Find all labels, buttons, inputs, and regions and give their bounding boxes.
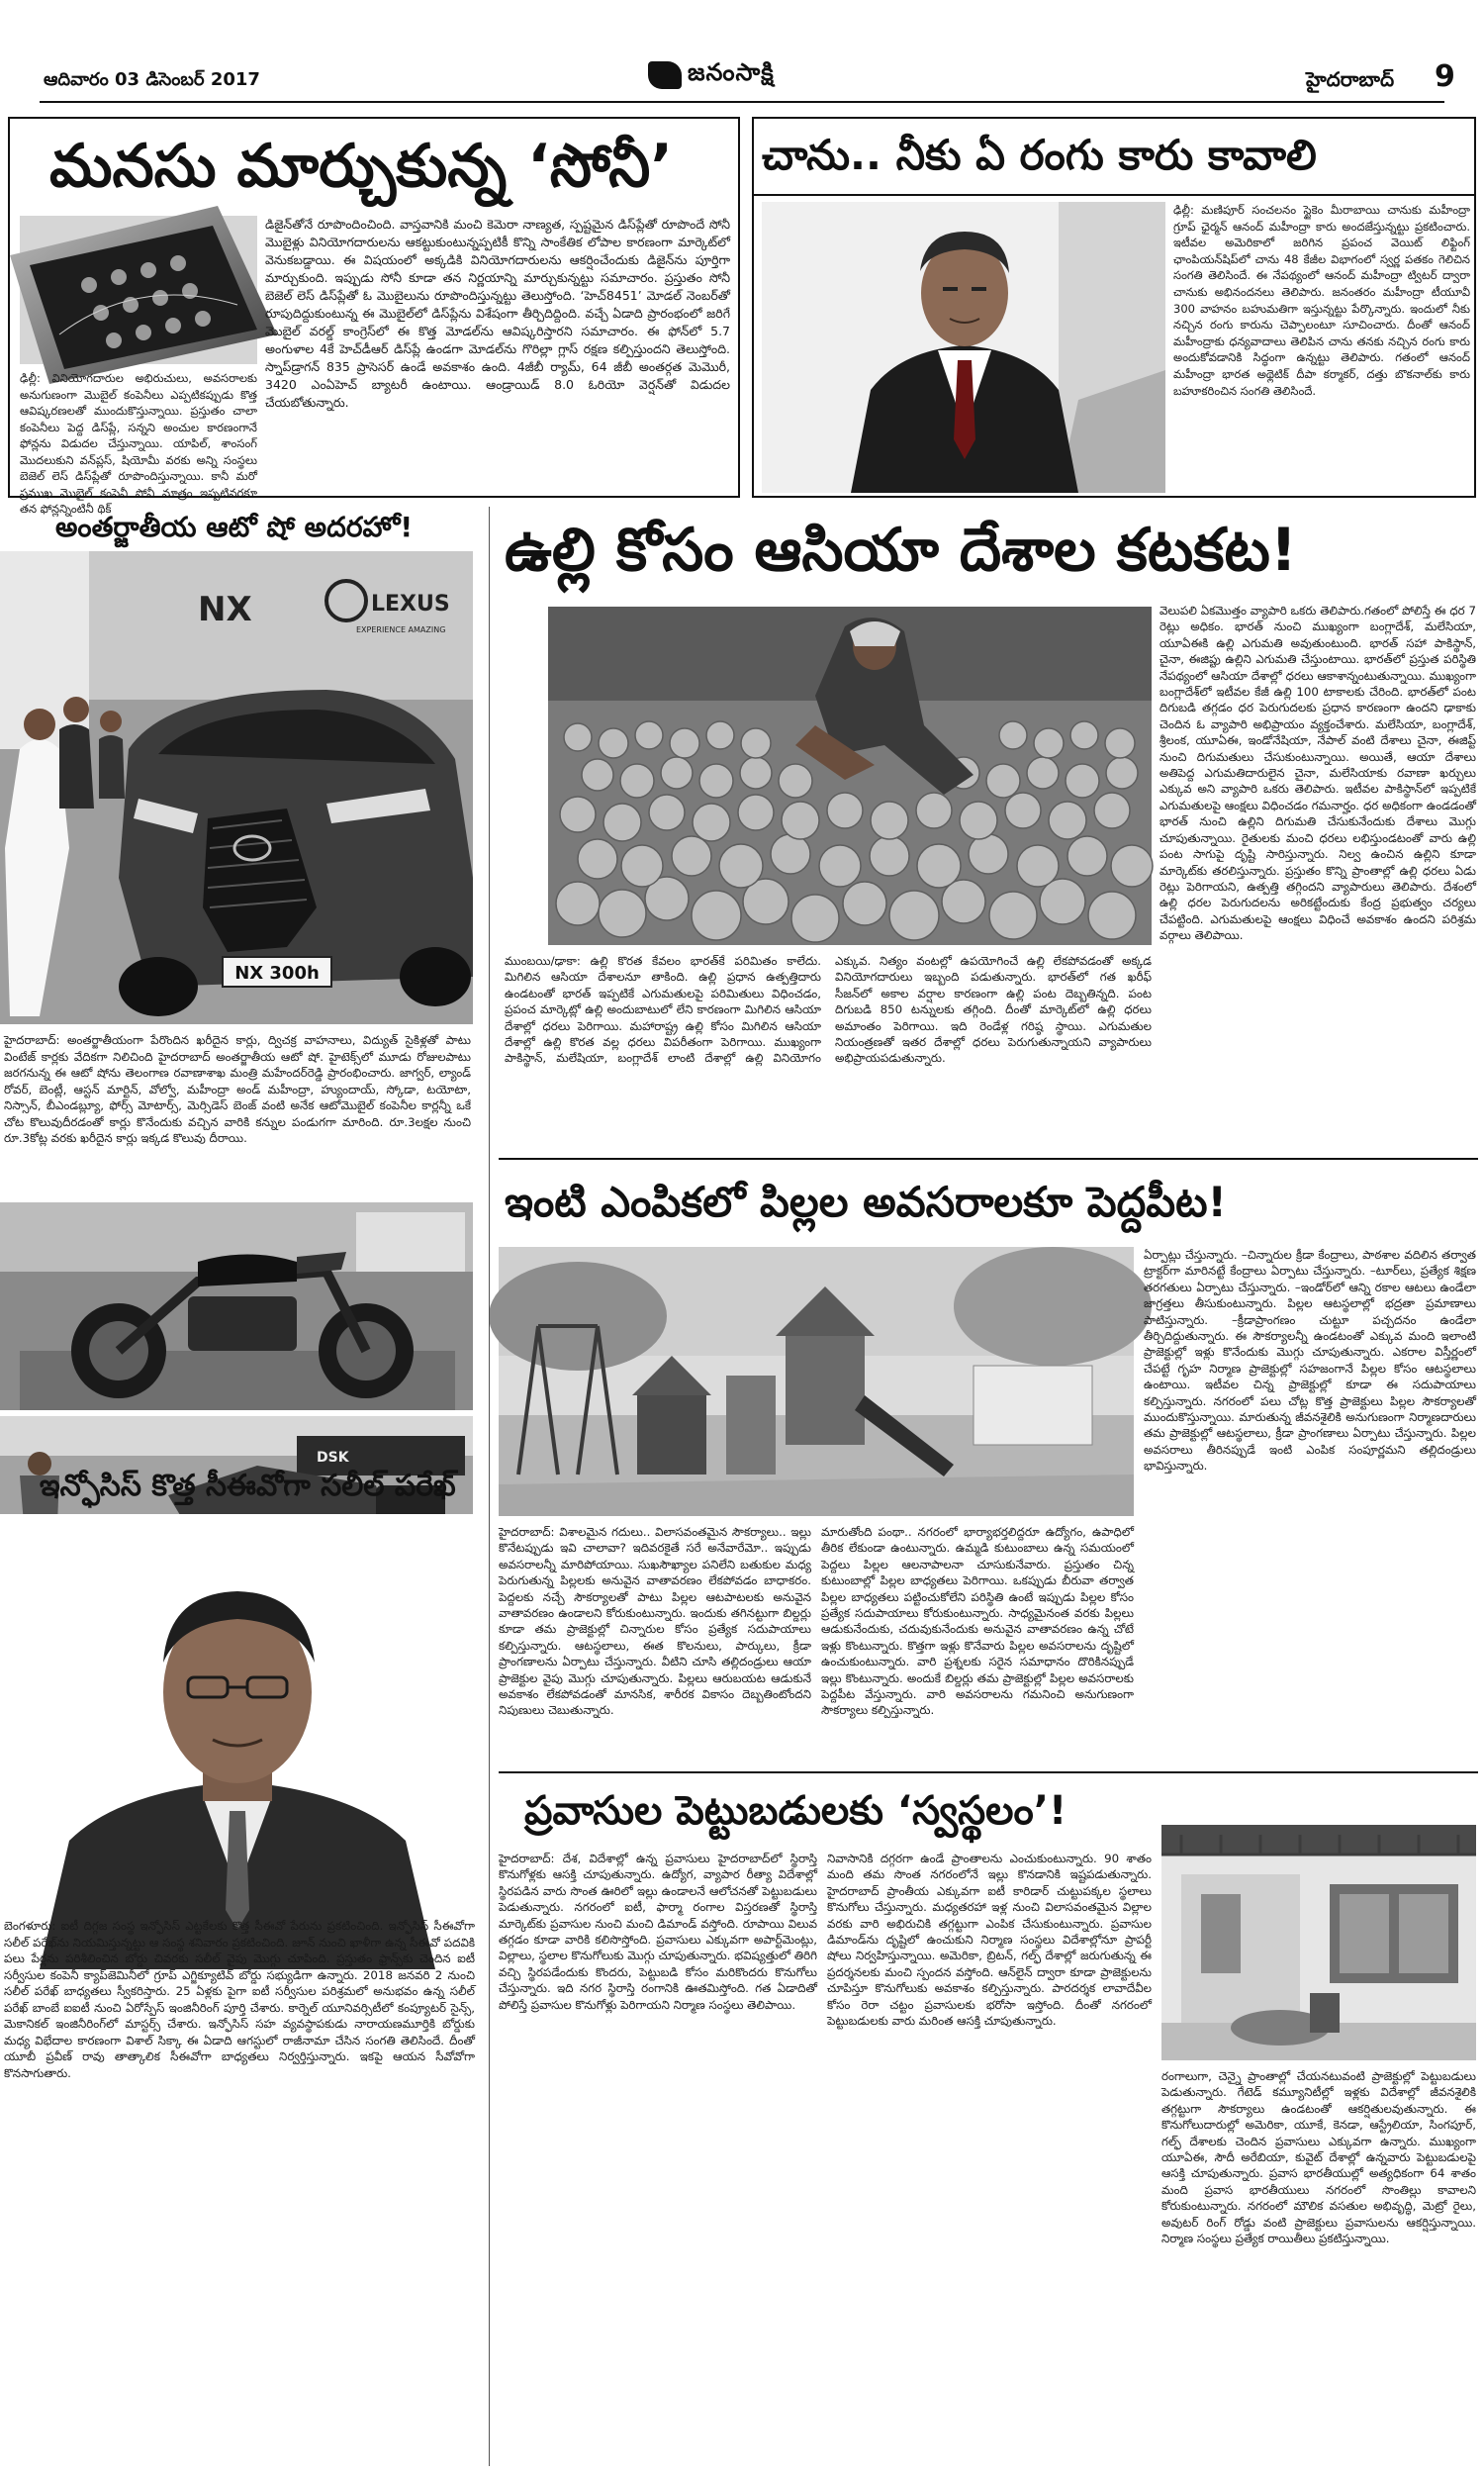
sony-body-left: ఢిల్లీ: వినియోగదారుల అభిరుచులు, అవసరాలకు అనుగుణంగా మొబైల్‌ కంపెనీలు ఎప్పటికప్పుడు కొత్త ఆవిష్కరణలతో ముందుకొస్తున్నాయి. ప్రస్తుతం చాలా కంపెనీలు పెద్ద డిస్‌ప్లే, సన్నని అంచుల కారణంగానే ఫోన్లను విడుదల చేస్తున్నాయి. యాపిల్‌, శాంసంగ్‌ మొదలుకుని వన్‌ప్లస్‌, షియోమీ వరకు అన్ని సంస్థలు బెజెల్‌ లెస్‌ డిస్‌ప్లేతో రూపొందిస్తున్నాయి. కానీ మరో ప్రముఖ మొబైల్‌ కంపెనీ సోనీ మాత్రం ఇప్పటివరకూ తన ఫోన్లన్నింటినీ థిక్‌ (20, 371, 257, 516)
playground-headline: ఇంటి ఎంపికలో పిల్లల అవసరాలకూ పెద్దపీట! (505, 1178, 1227, 1226)
playground-body-col2: మారుతోంది పంథా.. నగరంలో భార్యాభర్తలిద్దరూ ఉద్యోగం, ఉపాధిలో తీరిక లేకుండా ఉంటున్నారు. ఉమ్మడి కుటుంబాలు ఉన్న సమయంలో పెద్దలు పిల్లల ఆలనాపాలనా చూసుకునేవారు. ప్రస్తుతం చిన్న కుటుంబాల్లో పిల్లల బాధ్యతలు పెరిగాయి. ఒకప్పుడు బీరువా తర్వాత పిల్లల బాధ్యతలు పట్టించుకోలేని పరిస్థితి ఉంటే ఇప్పుడు పిల్లల కోసం ప్రత్యేక సదుపాయాలు కోరుకుంటున్నారు. సాధ్యమైనంత వరకు పిల్లలు ఆడుకునేందుకు, చదువుకునేందుకు అనువైన వాతావరణం ఉన్న చోటే ఇళ్లు కొంటున్నారు. కొత్తగా ఇళ్లు కొనేవారు పిల్లల అవసరాలను దృష్టిలో ఉంచుకుంటున్నారు. వారి ప్రశ్నలకు సరైన సమాధానం దొరికినప్పుడే ఇల్లు కొంటున్నారు. అందుకే బిల్డర్లు తమ ప్రాజెక్టుల్లో పిల్లల అవసరాలకు పెద్దపీట వేస్తున్నారు. వారి అవసరాలను గమనించి అనుగుణంగా సౌకర్యాలు కల్పిస్తున్నారు. (821, 1525, 1134, 1718)
playground-body-col3: ఏర్పాట్లు చేస్తున్నారు. –చిన్నారుల క్రీడా కేంద్రాలు, పాఠశాల వదిలిన తర్వాత ట్రాక్టర్‌గా మారినట్టే కేంద్రాలు ఏర్పాటు చేస్తున్నారు. –టూర్‌లు, ప్రత్యేక శిక్షణ తరగతులు ఏర్పాటు చేస్తున్నారు. –ఇండోర్‌లో ఆన్ని రకాల ఆటలు ఉండేలా జాగ్రత్తలు తీసుకుంటున్నారు. పిల్లల ఆటస్థలాల్లో భద్రతా ప్రమాణాలు పాటిస్తున్నారు. –క్రీడాప్రాంగణం చుట్టూ పచ్చదనం ఉండేలా తీర్చిదిద్దుతున్నారు. ఈ సౌకర్యాలన్నీ ఉండటంతో ఎక్కువ మంది ఇలాంటి ప్రాజెక్టుల్లో ఇళ్లు కొనేందుకు మొగ్గు చూపుతున్నారు. ఎకరాల విస్తీర్ణంలో చేపట్టే గృహ నిర్మాణ ప్రాజెక్టుల్లో సహజంగానే పిల్లల కోసం ఆటస్థలాలు ఉంటాయి. ఇటీవల చిన్న ప్రాజెక్టుల్లో కూడా ఈ సదుపాయాలు కల్పిస్తున్నారు. నగరంలో పలు చోట్ల కొత్త ప్రాజెక్టులు పిల్లల సౌకర్యాలతో ముందుకొస్తున్నాయి. మారుతున్న జీవనశైలికి అనుగుణంగా నిర్మాణదారులు తమ ప్రాజెక్టుల్లో ఆటస్థలాలు, క్రీడా ప్రాంగణాలు ఏర్పాటు చేస్తున్నారు. పిల్లల అవసరాలు తీరినప్పుడే ఇంటి ఎంపిక సంపూర్ణమని తల్లిదండ్రులు భావిస్తున్నారు. (1144, 1248, 1476, 1474)
booth-nx-sign: NX (198, 590, 252, 629)
onion-body-right: వెలుపలి ఏకమొత్తం వ్యాపారి ఒకరు తెలిపారు.గతంలో పోలిస్తే ఈ ధర 7 రెట్లు అధికం. భారత్‌ నుంచి ముఖ్యంగా బంగ్లాదేశ్‌, మలేసియా, యూఏఈకి ఉల్లి ఎగుమతి అవుతుంటుంది. భారత్‌ సహా పాకిస్థాన్‌, చైనా, ఈజిప్టు ఉల్లిని ఎగుమతి చేస్తుంటాయి. భారత్‌లో ప్రస్తుత పరిస్థితి నేపథ్యంలో ఆసియా దేశాల్లో ధరలు ఆకాశాన్నంటుతున్నాయి. ముఖ్యంగా బంగ్లాదేశ్‌లో ఇటీవల కేజీ ఉల్లి 100 టాకాలకు చేరింది. భారత్‌లో పంట దిగుబడి తగ్గడం ధర పెరుగుదలకు ప్రధాన కారణంగా ఉందని ఢాకాకు చెందిన ఓ వ్యాపారి అభిప్రాయం వ్యక్తంచేశారు. మలేసియా, బంగ్లాదేశ్‌, శ్రీలంక, యూఏఈ, ఇండోనేషియా, నేపాల్‌ వంటి దేశాలు చైనా, ఈజిప్ట్‌ నుంచి దిగుమతులు చేసుకుంటున్నాయి. అయితే, ఆయా దేశాలు అతిపెద్ద ఎగుమతిదారులైన చైనా, మలేసియాకు రవాణా ఖర్చులు ఎక్కువ అని వ్యాపారి ఒకరు తెలిపారు. ఇటీవల పాకిస్థాన్‌లో ఇప్పటికే ఎగుమతులపై ఆంక్షలు విధించడం గమనార్హం. ధర అధికంగా ఉండడంతో భారత్‌ నుంచి ఉల్లిని దిగుమతి చేసుకునేందుకు దేశాలు మొగ్గు చూపుతున్నాయి. రైతులకు మంచి ధరలు లభిస్తుండటంతో వారు ఉల్లి పంట సాగుపై దృష్టి సారిస్తున్నారు. నిల్వ ఉంచిన ఉల్లిని కూడా మార్కెట్‌కు తరలిస్తున్నారు. ప్రస్తుతం కొన్ని ప్రాంతాల్లో ఉల్లి ధరలు ఏడు రెట్లు పెరిగాయని, ఉత్పత్తి తగ్గిందని వ్యాపారులు తెలిపారు. దేశంలో ఉల్లి ధరల పెరుగుదలను అరికట్టేందుకు కేంద్ర ప్రభుత్వం చర్యలు చేపట్టింది. ఎగుమతులపై ఆంక్షలు విధించే అవకాశం ఉందని పరిశ్రమ వర్గాలు తెలిపాయి. (1159, 604, 1476, 943)
page-number: 9 (1435, 59, 1455, 94)
edition-city: హైదరాబాద్ (1306, 67, 1395, 91)
sony-body-right: డిజైన్‌తోనే రూపొందించింది. వాస్తవానికి మంచి కెమెరా నాణ్యత, స్పష్టమైన డిస్‌ప్లేతో రూపొందే సోనీ మొబైళ్లు వినియోగదారులను ఆకట్టుకుంటున్నప్పటికీ కొన్ని సాంకేతిక లోపాల కారణంగా మార్కెట్‌లో వెనుకబడ్డాయి. ఈ విషయంలో అక్కడికి వినియోగదారులను ఆకర్షించేందుకు డిజైన్‌ను పూర్తిగా మార్చుకుంది. ఇప్పుడు సోనీ కూడా తన నిర్ణయాన్ని మార్చుకున్నట్టు సమాచారం. ప్రస్తుతం సోనీ బెజెల్‌ లెస్‌ డిస్‌ప్లేతో ఓ మొబైలును రూపొందిస్తున్నట్టు తెలుస్తోంది. ‘హెచ్‌8451’ మోడల్‌ నెంబర్‌తో రూపుదిద్దుకుంటున్న ఈ మొబైల్‌లో డిస్‌ప్లేను విశేషంగా తీర్చిదిద్దింది. వచ్చే ఏడాది ప్రారంభంలో జరిగే మొబైల్‌ వరల్డ్‌ కాంగ్రెస్‌లో ఈ కొత్త మోడల్‌ను ఆవిష్కరిస్తారని సమాచారం. ఈ ఫోన్‌లో 5.7 అంగుళాల 4కే హెచ్‌డీఆర్‌ డిస్‌ప్లే ఉండగా మోడల్‌ను గొరిల్లా గ్లాస్‌ రక్షణ కల్పిస్తుందని తెలుస్తోంది. స్నాప్‌డ్రాగన్‌ 835 ప్రాసెసర్‌ ఉండే అవకాశం ఉంది. 4జీబీ ర్యామ్‌, 64 జీబీ అంతర్గత మెమొరీ, 3420 ఎంఏహెచ్‌ బ్యాటరీ ఉంటాయి. ఆండ్రాయిడ్‌ 8.0 ఓరియో వెర్షన్‌తో విడుదల చేయబోతున్నారు. (265, 217, 730, 410)
anand-mahindra-photo (762, 202, 1165, 493)
lexus-tagline: EXPERIENCE AMAZING (356, 625, 446, 634)
column-rule-left (489, 507, 490, 2466)
playground-body-col1: హైదరాబాద్‌: విశాలమైన గదులు.. విలాసవంతమైన సౌకర్యాలు.. ఇల్లు కొనేటప్పుడు ఇవి చాలావా? ఇదివరకైతే సరే అనేవారేమో.. ఇప్పుడు అవసరాలన్నీ మారిపోయాయి. సుఖసౌఖ్యాల పనిలేని బతుకుల మధ్య పెరుగుతున్న పిల్లలకు అనువైన వాతావరణం లేకపోవడం బాధాకరం. పెద్దలకు నచ్చే సౌకర్యాలతో పాటు పిల్లల ఆటపాటలకు అనువైన వాతావరణం ఉండాలని కోరుకుంటున్నారు. ఇందుకు తగినట్టుగా బిల్డర్లు కూడా తమ ప్రాజెక్టుల్లో చిన్నారుల కోసం ప్రత్యేక సదుపాయాలు కల్పిస్తున్నారు. ఆటస్థలాలు, ఈత కొలనులు, పార్కులు, క్రీడా ప్రాంగణాలను ఏర్పాటు చేస్తున్నారు. వీటిని చూసి తల్లిదండ్రులు ఆయా ప్రాజెక్టుల వైపు మొగ్గు చూపుతున్నారు. పిల్లలు ఆరుబయట ఆడుకునే అవకాశం లేకపోవడంతో మానసిక, శారీరక వికాసం దెబ్బతింటోందని నిపుణులు చెబుతున్నారు. (499, 1525, 811, 1718)
car-headline: చాను.. నీకు ఏ రంగు కారు కావాలి (762, 131, 1317, 179)
salil-parekh-photo (0, 1514, 475, 1910)
lexus-brand-sign: LEXUS (371, 592, 450, 617)
car-number-plate: NX 300h (234, 963, 320, 984)
playground-photo (499, 1247, 1134, 1516)
lexus-car-photo (0, 551, 473, 1024)
onion-headline: ఉల్లి కోసం ఆసియా దేశాల కటకట! (505, 516, 1298, 585)
car-headline-rule (754, 194, 1474, 196)
logo-text: జనంసాక్షి (688, 58, 775, 86)
masthead-rule (40, 101, 1444, 103)
sony-phone-photo (20, 216, 257, 364)
infosys-article (0, 1455, 485, 2326)
playground-top-rule (499, 1158, 1478, 1160)
playground-article (493, 1158, 1484, 1769)
logo-mark-icon (648, 61, 682, 89)
issue-date: ఆదివారం 03 డిసెంబర్ 2017 (44, 69, 260, 90)
nri-top-rule (499, 1771, 1478, 1773)
car-article (752, 117, 1476, 498)
svg-text:DSK: DSK (317, 1450, 349, 1466)
infosys-headline-visible: ఇన్ఫోసిస్‌ కొత్త సీఈవోగా సలీల్‌ పరేఖ్‌ (40, 1469, 456, 1503)
autoshow-headline: అంతర్జాతీయ ఆటో షో అదరహో! (55, 511, 414, 543)
motorcycle-photo (0, 1202, 473, 1410)
autoshow-body: హైదరాబాద్‌: అంతర్జాతీయంగా పేరొందిన ఖరీదైన కార్లు, ద్విచక్ర వాహనాలు, విద్యుత్‌ సైకిళ్లతో పాటు వింటేజ్‌ కార్లకు వేదికగా నిలిచింది హైదరాబాద్‌ అంతర్జాతీయ ఆటో షో. హైటెక్స్‌లో మూడు రోజులపాటు జరగనున్న ఈ ఆటో షోను తెలంగాణ రవాణాశాఖ మంత్రి మహేందర్‌రెడ్డి ప్రారంభించారు. జాగ్వర్‌, ల్యాండ్‌ రోవర్‌, బెంట్లీ, ఆస్టన్‌ మార్టిన్‌, వోల్వో, మహీంద్రా అండ్‌ మహీంద్రా, హ్యుందాయ్‌, స్కోడా, టయోటా, నిస్సాన్‌, బీఎండబ్ల్యూ, ఫోర్స్‌ మోటార్స్‌, మెర్సిడెస్‌ బెంజ్‌ వంటి అనేక ఆటోమొబైల్‌ కంపెనీల కార్లన్నీ ఒకే చోట కొలువుదీరడంతో కార్లు కొనేందుకు వచ్చిన వారికి కన్నుల పండుగగా మారింది. రూ.3లక్షల నుంచి రూ.3కోట్ల వరకు ఖరీదైన కార్లు ఇక్కడ కొలువు దీరాయి. (4, 1033, 471, 1145)
masthead (0, 0, 1484, 103)
sony-headline: మనసు మార్చుకున్న ‘సోనీ’ (49, 132, 674, 201)
onion-article (493, 500, 1484, 1153)
villa-photo (1161, 1825, 1476, 2060)
autoshow-article (0, 500, 485, 1598)
nri-body-col1: హైదరాబాద్‌: దేశ, విదేశాల్లో ఉన్న ప్రవాసులు హైదరాబాద్‌లో స్థిరాస్తి కొనుగోళ్లకు ఆసక్తి చూపుతున్నారు. ఉద్యోగ, వ్యాపార రీత్యా విదేశాల్లో స్థిరపడిన వారు సొంత ఊరిలో ఇల్లు ఉండాలనే ఆలోచనతో పెట్టుబడులు పెడుతున్నారు. నగరంలో ఐటీ, ఫార్మా రంగాల విస్తరణతో స్థిరాస్తి మార్కెట్‌కు ప్రవాసుల నుంచి మంచి డిమాండ్‌ వస్తోంది. రూపాయి విలువ తగ్గడం కూడా వారికి కలిసొస్తోంది. ప్రవాసులు ఎక్కువగా అపార్ట్‌మెంట్లు, విల్లాలు, స్థలాల కొనుగోలుకు మొగ్గు చూపుతున్నారు. భవిష్యత్తులో తిరిగి వచ్చి స్థిరపడేందుకు కొందరు, పెట్టుబడి కోసం మరికొందరు కొనుగోలు చేస్తున్నారు. ఇది నగర స్థిరాస్తి రంగానికి ఊతమిస్తోంది. గత ఏడాదితో పోలిస్తే ప్రవాసుల కొనుగోళ్లు పెరిగాయని నిర్మాణ సంస్థలు తెలిపాయి. (499, 1852, 817, 2012)
onion-market-photo (548, 607, 1152, 945)
newspaper-logo[interactable] (648, 57, 846, 93)
nri-headline: ప్రవాసుల పెట్టుబడులకు ‘స్వస్థలం’! (524, 1788, 1067, 1834)
nri-body-col2: నివాసానికి దగ్గరగా ఉండే ప్రాంతాలను ఎంచుకుంటున్నారు. 90 శాతం మంది తమ సొంత నగరంలోనే ఇల్లు కొనడానికి ఇష్టపడుతున్నారు. హైదరాబాద్‌ ప్రాంతీయ ఎక్కువగా ఐటీ కారిడార్‌ చుట్టుపక్కల స్థలాలు కొనుగోలు చేస్తున్నారు. మధ్యతరహా ఇళ్ల నుంచి విలాసవంతమైన విల్లాల వరకు వారి అభిరుచికి తగ్గట్టుగా ఎంపిక చేసుకుంటున్నారు. ప్రవాసుల డిమాండ్‌ను దృష్టిలో ఉంచుకుని నిర్మాణ సంస్థలు విదేశాల్లోనూ ప్రాపర్టీ షోలు నిర్వహిస్తున్నాయి. అమెరికా, బ్రిటన్‌, గల్ఫ్‌ దేశాల్లో జరుగుతున్న ఈ ప్రదర్శనలకు మంచి స్పందన వస్తోంది. ఆన్‌లైన్‌ ద్వారా కూడా ప్రాజెక్టులను చూపిస్తూ కొనుగోలుకు అవకాశం కల్పిస్తున్నారు. పారదర్శక లావాదేవీల కోసం రెరా చట్టం ప్రవాసులకు భరోసా ఇస్తోంది. దీంతో నగరంలో పెట్టుబడులకు వారు మరింత ఆసక్తి చూపుతున్నారు. (827, 1852, 1152, 2029)
infosys-body: బెంగళూరు: ఐటీ దిగ్గజ సంస్థ ఇన్ఫోసిస్‌ ఎట్టకేలకు కొత్త సీఈవో పేరును ప్రకటించింది. ఇన్ఫోసిస్‌ సీఈవోగా సలీల్‌ పరేఖ్‌ను నియమిస్తున్నట్టు ఆ సంస్థ శనివారం ప్రకటించింది. జూన్‌ నుంచి ఖాళీగా ఉన్న సీఈవో పదవికి పలు పేర్లను పరిశీలించిన బోర్డు చివరకు సలీల్‌ వైపు మొగ్గు చూపింది. ప్రస్తుతం ఫ్రాన్స్‌కు చెందిన ఐటీ సర్వీసుల కంపెనీ క్యాప్‌జెమినీలో గ్రూప్‌ ఎగ్జిక్యూటివ్‌ బోర్డు సభ్యుడిగా ఉన్నారు. 2018 జనవరి 2 నుంచి సలీల్‌ పరేఖ్‌ బాధ్యతలు స్వీకరిస్తారు. 25 ఏళ్లకు పైగా ఐటీ సర్వీసుల పరిశ్రమలో అనుభవం ఉన్న సలీల్‌ పరేఖ్‌ బాంబే ఐఐటీ నుంచి ఏరోస్పేస్‌ ఇంజినీరింగ్‌ పూర్తి చేశారు. కార్నెల్‌ యూనివర్సిటీలో కంప్యూటర్‌ సైన్స్‌, మెకానికల్‌ ఇంజినీరింగ్‌లో మాస్టర్స్‌ చేశారు. ఇన్ఫోసిస్‌ సహ వ్యవస్థాపకుడు నారాయణమూర్తికి బోర్డుకు మధ్య విభేదాల కారణంగా విశాల్‌ సిక్కా ఈ ఏడాది ఆగస్టులో రాజీనామా చేసిన సంగతి తెలిసిందే. దీంతో యూబీ ప్రవీణ్‌ రావు తాత్కాలిక సీఈవోగా బాధ్యతలు నిర్వర్తిస్తున్నారు. ఇకపై ఆయన సీవోవోగా కొనసాగుతారు. (4, 1919, 475, 2080)
nri-body-col3: రంగాలుగా, చెన్నై ప్రాంతాల్లో చేయనటువంటి ప్రాజెక్టుల్లో పెట్టుబడులు పెడుతున్నారు. గేటెడ్‌ కమ్యూనిటీల్లో ఇళ్లకు విదేశాల్లో జీవనశైలికి తగ్గట్టుగా సౌకర్యాలు ఉండటంతో ఆకర్షితులవుతున్నారు. ఈ కొనుగోలుదారుల్లో అమెరికా, యూకే, కెనడా, ఆస్ట్రేలియా, సింగపూర్‌, గల్ఫ్‌ దేశాలకు చెందిన ప్రవాసులు ఎక్కువగా ఉన్నారు. ముఖ్యంగా యూఏఈ, సౌదీ అరేబియా, కువైట్‌ దేశాల్లో ఉన్నవారు పెట్టుబడులపై ఆసక్తి చూపుతున్నారు. ప్రవాస భారతీయుల్లో అత్యధికంగా 64 శాతం మంది ప్రవాస భారతీయులు నగరంలో సొంతిల్లు కావాలని కోరుకుంటున్నారు. నగరంలో మౌలిక వసతుల అభివృద్ధి, మెట్రో రైలు, అవుటర్‌ రింగ్‌ రోడ్డు వంటి ప్రాజెక్టులు ప్రవాసులను ఆకర్షిస్తున్నాయి. నిర్మాణ సంస్థలు ప్రత్యేక రాయితీలు ప్రకటిస్తున్నాయి. (1161, 2069, 1476, 2246)
nri-article (493, 1771, 1484, 2469)
car-body: ఢిల్లీ: మణిపూర్‌ సంచలనం స్టైకెం మీరాబాయి చానుకు మహీంద్రా గ్రూప్‌ ఛైర్మన్‌ ఆనంద్‌ మహీంద్రా కారు అందజేస్తున్నట్టు ప్రకటించారు. ఇటీవల అమెరికాలో జరిగిన ప్రపంచ వెయిట్‌ లిఫ్టింగ్‌ ఛాంపియన్‌షిప్‌లో చాను 48 కేజీల విభాగంలో స్వర్ణ పతకం గెలిచిన సంగతి తెలిసిందే. ఈ నేపథ్యంలో ఆనంద్‌ మహీంద్రా ట్విటర్‌ ద్వారా చానుకు అభినందనలు తెలిపారు. జనంతరం మహీంద్రా టీయూవీ 300 వాహనం బహుమతిగా ఇస్తున్నట్టు పేర్కొన్నారు. ఇందులో నీకు నచ్చిన రంగు కారును చెప్పాలంటూ సూచించారు. దీంతో ఆనంద్‌ మహీంద్రాకు ధన్యవాదాలు తెలిపిన చాను తనకు నచ్చిన రంగు కారు అందుకోవడానికి సిద్ధంగా ఉన్నట్టు తెలిపారు. గతంలో ఆనంద్‌ మహీంద్రా భారత అథ్లెటిక్‌ దీపా కర్మాకర్‌, దత్తు బొకనాల్‌కు కారు బహూకరించిన సంగతి తెలిసిందే. (1173, 203, 1470, 398)
onion-body-bottom: ముంబయి/ఢాకా: ఉల్లి కొరత కేవలం భారత్‌కే పరిమితం కాలేదు. మిగిలిన ఆసియా దేశాలనూ తాకింది. ఉల్లి ప్రధాన ఉత్పత్తిదారు ఉండటంతో భారత్‌ ఇప్పటికే ఎగుమతులపై పరిమితులు విధించడం, ప్రపంచ మార్కెట్లో ఉల్లి అందుబాటులో లేని కారణంగా మిగిలిన ఆసియా దేశాల్లో ధరలు పెరిగాయి. మహారాష్ట్ర ఉల్లి కోసం మిగిలిన ఆసియా దేశాల్లో ఉల్లి కొరత వల్ల ధరలు విపరీతంగా పెరిగాయి. ముఖ్యంగా పాకిస్థాన్‌, మలేషియా, బంగ్లాదేశ్‌ లాంటి దేశాల్లో ఉల్లి వినియోగం ఎక్కువ. నిత్యం వంటల్లో ఉపయోగించే ఉల్లి లేకపోవడంతో అక్కడ వినియోగదారులు ఇబ్బంది పడుతున్నారు. భారత్‌లో గత ఖరీఫ్‌ సీజన్‌లో అకాల వర్షాల కారణంగా ఉల్లి పంట దెబ్బతిన్నది. పంట దిగుబడి 850 టన్నులకు తగ్గింది. దీంతో మార్కెట్‌లో ఉల్లి ధరలు అమాంతం పెరిగాయి. ఇది రెండేళ్ల గరిష్ఠ స్థాయి. ఎగుమతుల నియంత్రణతో ఇతర దేశాల్లో ధరలు పెరుగుతున్నాయని వ్యాపారులు అభిప్రాయపడుతున్నారు. (505, 954, 1152, 1066)
sony-article (8, 117, 740, 516)
